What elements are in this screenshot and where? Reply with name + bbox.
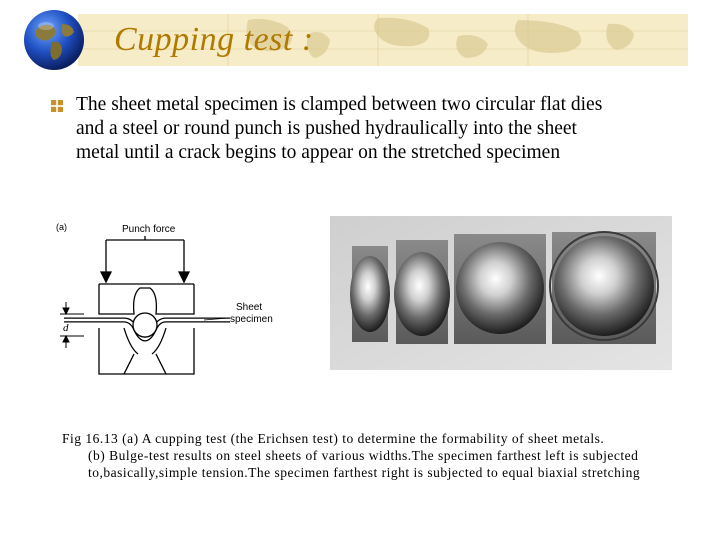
globe-icon	[22, 8, 86, 72]
panel-a-label: (a)	[56, 222, 67, 232]
sheet-label-line1: Sheet	[236, 302, 263, 313]
bulge-test-photo	[330, 216, 672, 370]
figure-caption	[62, 430, 662, 481]
slide-title: Cupping test :	[114, 21, 314, 58]
title-banner	[0, 0, 720, 78]
sheet-label-line2: specimen	[230, 314, 273, 325]
caption-continuation: (b) Bulge-test results on steel sheets of various widths.The specimen farthest left is subjected to,basically,simple tension.The specimen farthest right is subjected to equal biaxial stretching	[88, 448, 641, 480]
caption-line-1: Fig 16.13 (a) A cupping test (the Erichsen test) to determine the formability of sheet metals.	[62, 431, 605, 446]
d-dimension-label: d	[63, 322, 69, 334]
cupping-test-diagram	[54, 214, 324, 380]
diamond-bullet-icon	[50, 99, 64, 113]
bullet-paragraph: The sheet metal specimen is clamped between two circular flat dies and a steel or round punch is pushed hydraulically into the sheet metal until a crack begins to appear on the stretched specimen	[76, 94, 603, 163]
punch-force-label: Punch force	[122, 224, 176, 235]
